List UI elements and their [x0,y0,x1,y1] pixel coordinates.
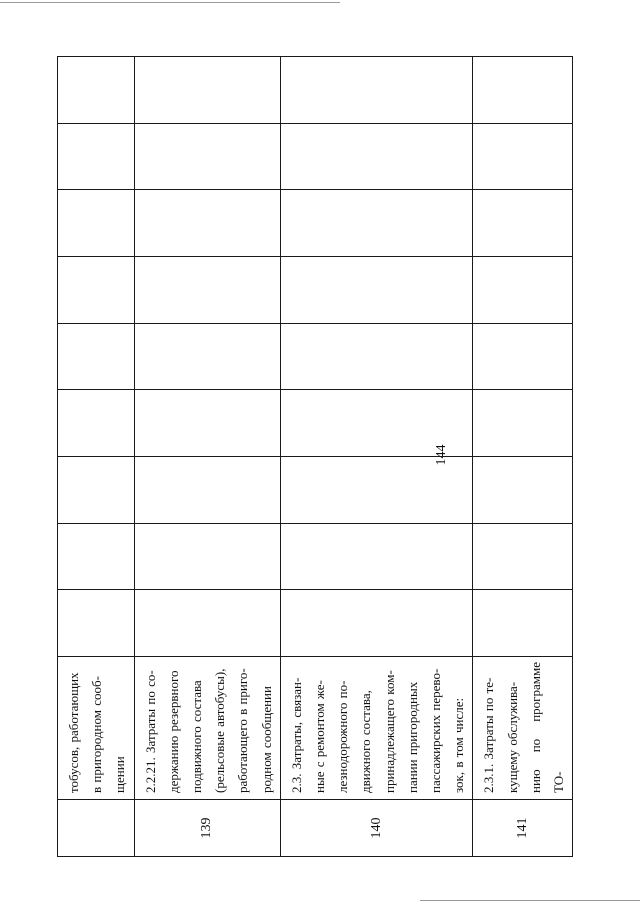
value-cell [473,390,573,457]
row-description: 2.3.1. Затраты по те- кущему обслужива- нию по программе ТО- [481,662,567,793]
value-cell [280,57,473,124]
value-cell [58,457,135,524]
row-number: 140 [280,800,473,857]
value-cell [134,457,280,524]
value-cell [134,190,280,257]
scan-edge-bottom [420,900,640,901]
value-cell [280,190,473,257]
value-cell [58,190,135,257]
value-cell [134,57,280,124]
value-cell [280,523,473,590]
value-cell [134,257,280,324]
row-description-cell [134,657,280,800]
value-cell [473,190,573,257]
row-description: тобусов, работающих в пригородном сооб- щении [66,672,128,793]
value-cell [134,323,280,390]
row-number: 141 [473,800,573,857]
value-cell [58,257,135,324]
row-number: 139 [134,800,280,857]
table-row [134,57,280,857]
page-number: 144 [434,444,449,466]
value-cell [473,57,573,124]
cost-table [57,56,573,857]
value-cell [58,590,135,657]
row-description-cell [280,657,473,800]
value-cell [58,523,135,590]
value-cell [58,390,135,457]
scan-edge-top [0,2,340,3]
value-cell [134,390,280,457]
value-cell [473,457,573,524]
value-cell [58,323,135,390]
table-row [280,57,473,857]
value-cell [280,123,473,190]
value-cell [134,523,280,590]
value-cell [58,123,135,190]
value-cell [280,257,473,324]
value-cell [280,457,473,524]
table-row [473,57,573,857]
value-cell [58,57,135,124]
value-cell [473,590,573,657]
row-description: 2.3. Затраты, связан- ные с ремонтом же- лезнодорожного по- движного состава, принадлежащего ком- пании пригородных пассажирских перево- зок, в том числе: [288,668,467,793]
value-cell [280,323,473,390]
row-description: 2.2.21. Затраты по со- держанию резервного подвижного состава (рельсовые автобусы), работающего в приго- родном сообщении [142,668,274,793]
value-cell [280,590,473,657]
table-row [58,57,135,857]
value-cell [473,257,573,324]
row-description-cell [473,657,573,800]
value-cell [134,590,280,657]
rotated-table-sheet [57,57,567,857]
value-cell [473,523,573,590]
value-cell [473,323,573,390]
row-number [58,800,135,857]
value-cell [473,123,573,190]
row-description-cell [58,657,135,800]
value-cell [280,390,473,457]
value-cell [134,123,280,190]
